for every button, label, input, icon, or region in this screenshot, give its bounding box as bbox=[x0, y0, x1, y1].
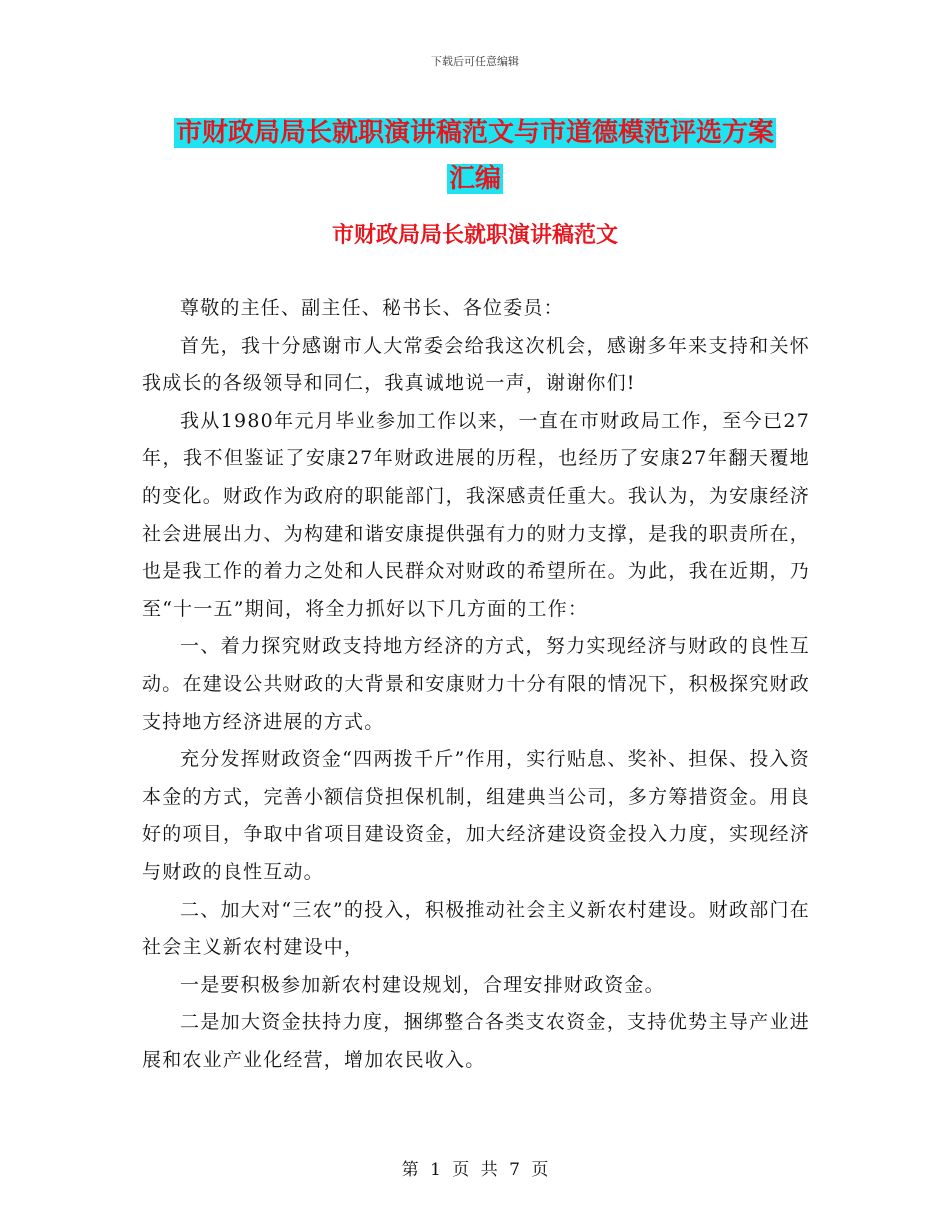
paragraph: 一是要积极参加新农村建设规划，合理安排财政资金。 bbox=[180, 973, 665, 996]
document-title-line-1: 市财政局局长就职演讲稿范文与市道德模范评选方案 bbox=[175, 118, 774, 148]
paragraph: 我从1980年元月毕业参加工作以来，一直在市财政局工作，至今已27年，我不但鉴证了安康27年财政进展的历程，也经历了安康27年翻天覆地的变化。财政作为政府的职能部门，我深感责任重大。我认为，为安康经济社会进展出力、为构建和谐安康提供强有力的财力支撑，是我的职责所在，也是我工作的着力之处和人民群众对财政的希望所在。为此，我在近期，乃至“十一五”期间，将全力抓好以下几方面的工作： bbox=[142, 409, 810, 620]
paragraph: 充分发挥财政资金“四两拨千斤”作用，实行贴息、奖补、担保、投入资本金的方式，完善小额信贷担保机制，组建典当公司，多方筹措资金。用良好的项目，争取中省项目建设资金，加大经济建设资金投入力度，实现经济与财政的良性互动。 bbox=[142, 748, 810, 883]
page-number-footer: 第 1 页 共 7 页 bbox=[401, 1160, 549, 1180]
document-title bbox=[0, 110, 950, 202]
paragraph: 一、着力探究财政支持地方经济的方式，努力实现经济与财政的良性互动。在建设公共财政的大背景和安康财力十分有限的情况下，积极探究财政支持地方经济进展的方式。 bbox=[142, 635, 810, 733]
header-note: 下载后可任意编辑 bbox=[431, 55, 519, 68]
paragraph: 二是加大资金扶持力度，捆绑整合各类支农资金，支持优势主导产业进展和农业产业化经营，增加农民收入。 bbox=[142, 1011, 810, 1071]
paragraph: 首先，我十分感谢市人大常委会给我这次机会，感谢多年来支持和关怀我成长的各级领导和同仁，我真诚地说一声，谢谢你们! bbox=[142, 334, 810, 395]
paragraph: 二、加大对“三农”的投入，积极推动社会主义新农村建设。财政部门在社会主义新农村建设中， bbox=[142, 898, 810, 959]
section-title: 市财政局局长就职演讲稿范文 bbox=[331, 223, 618, 248]
document-body bbox=[142, 290, 810, 1079]
paragraph-salutation: 尊敬的主任、副主任、秘书长、各位委员： bbox=[180, 297, 564, 319]
document-title-line-2: 汇编 bbox=[448, 164, 501, 194]
